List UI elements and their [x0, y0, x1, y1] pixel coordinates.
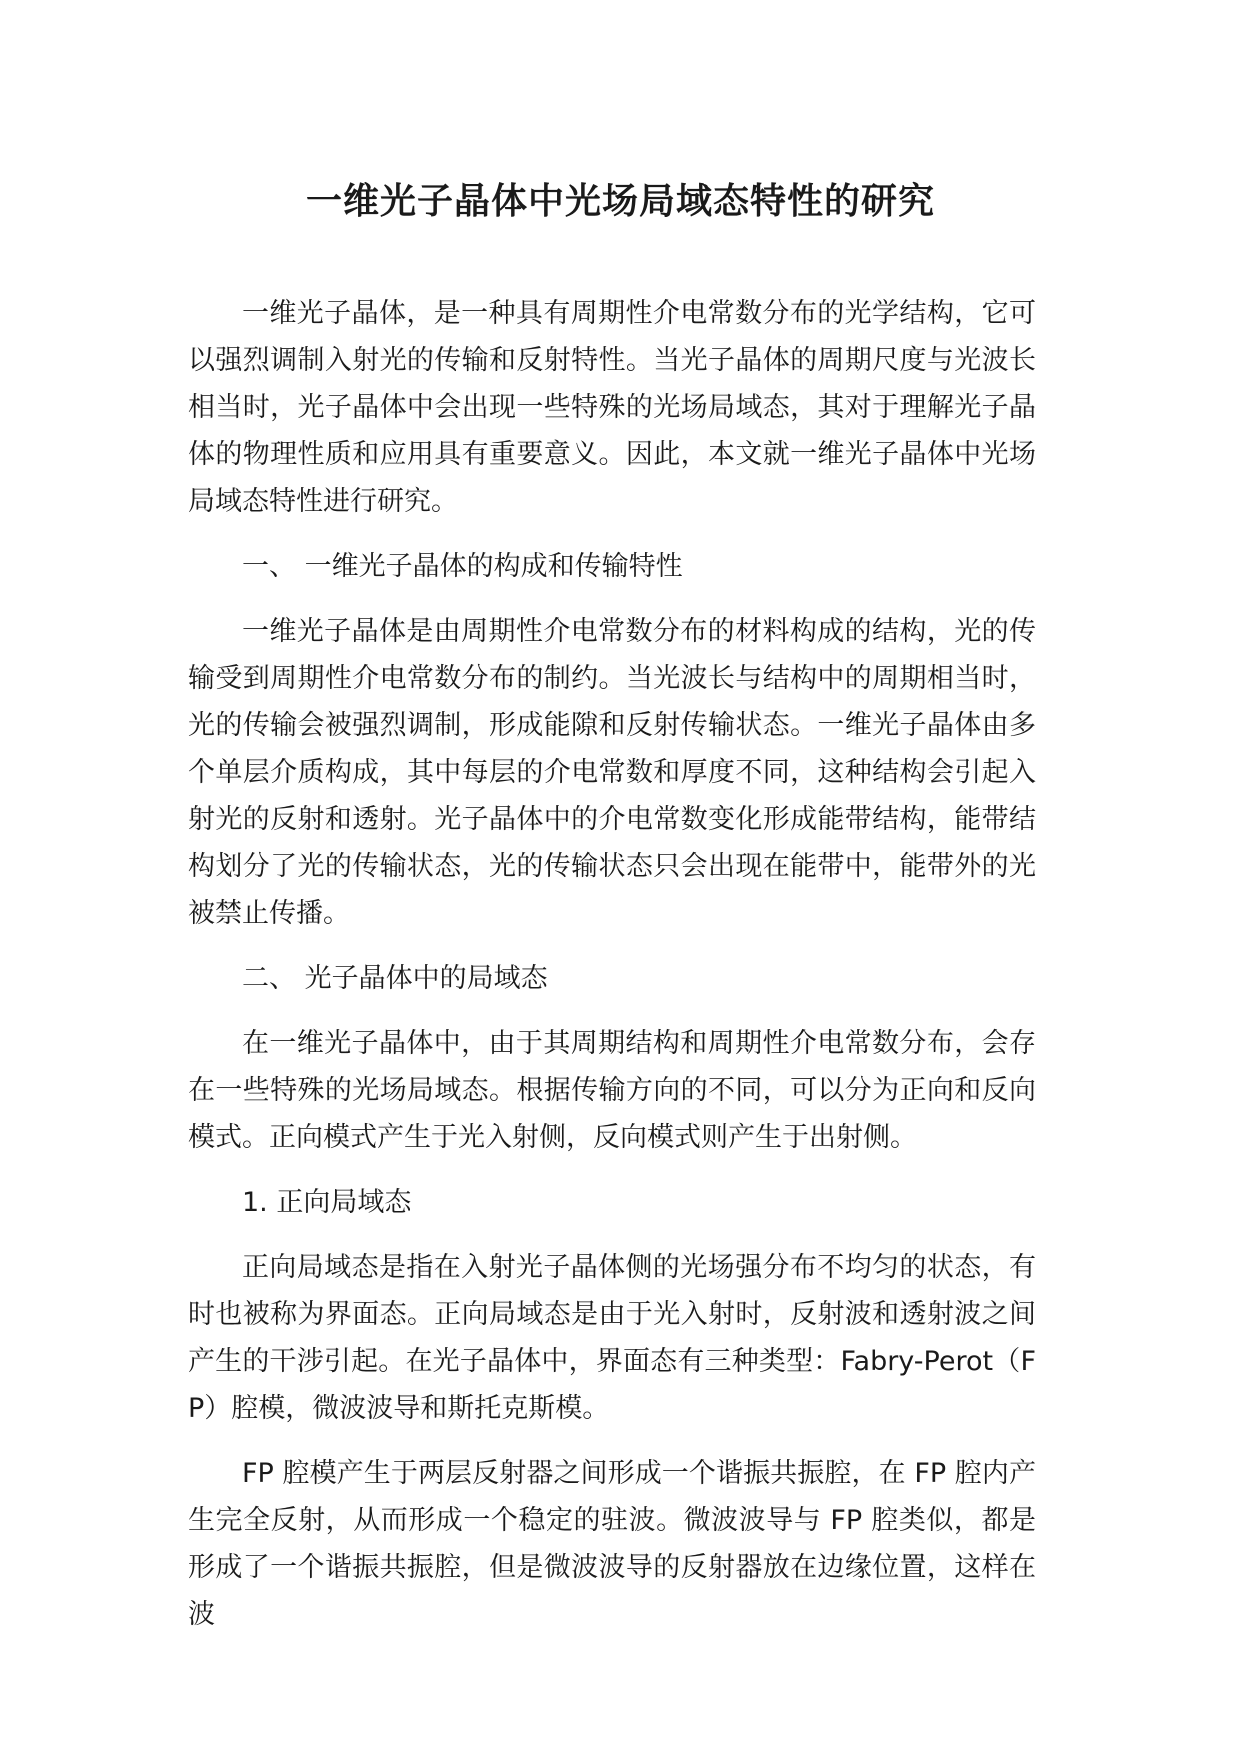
- subsection-heading-forward: 1. 正向局域态: [242, 1187, 412, 1218]
- paragraph-structure: 一维光子晶体是由周期性介电常数分布的材料构成的结构，光的传输受到周期性介电常数分布的制约。当光波长与结构中的周期相当时，光的传输会被强烈调制，形成能隙和反射传输状态。一维光子晶体由多个单层介质构成，其中每层的介电常数和厚度不同，这种结构会引起入射光的反射和透射。光子晶体中的介电常数变化形成能带结构，能带结构划分了光的传输状态，光的传输状态只会出现在能带中，能带外的光被禁止传播。: [188, 616, 1036, 929]
- paragraph-fp-cavity: FP 腔模产生于两层反射器之间形成一个谐振共振腔，在 FP 腔内产生完全反射，从而形成一个稳定的驻波。微波波导与 FP 腔类似，都是形成了一个谐振共振腔，但是微波波导的反射器放在边缘位置，这样在波: [188, 1458, 1036, 1630]
- document-body: [188, 290, 1036, 1656]
- section-heading-1: 一、 一维光子晶体的构成和传输特性: [242, 551, 683, 582]
- paragraph-intro: 一维光子晶体，是一种具有周期性介电常数分布的光学结构，它可以强烈调制入射光的传输和反射特性。当光子晶体的周期尺度与光波长相当时，光子晶体中会出现一些特殊的光场局域态，其对于理解光子晶体的物理性质和应用具有重要意义。因此，本文就一维光子晶体中光场局域态特性进行研究。: [188, 298, 1036, 517]
- document-title: 一维光子晶体中光场局域态特性的研究: [305, 181, 935, 222]
- paragraph-localized-states: 在一维光子晶体中，由于其周期结构和周期性介电常数分布，会存在一些特殊的光场局域态。根据传输方向的不同，可以分为正向和反向模式。正向模式产生于光入射侧，反向模式则产生于出射侧。: [188, 1028, 1036, 1153]
- paragraph-forward-states: 正向局域态是指在入射光子晶体侧的光场强分布不均匀的状态，有时也被称为界面态。正向局域态是由于光入射时，反射波和透射波之间产生的干涉引起。在光子晶体中，界面态有三种类型：Fabry-Perot（FP）腔模，微波波导和斯托克斯模。: [188, 1252, 1036, 1424]
- section-heading-2: 二、 光子晶体中的局域态: [242, 963, 548, 994]
